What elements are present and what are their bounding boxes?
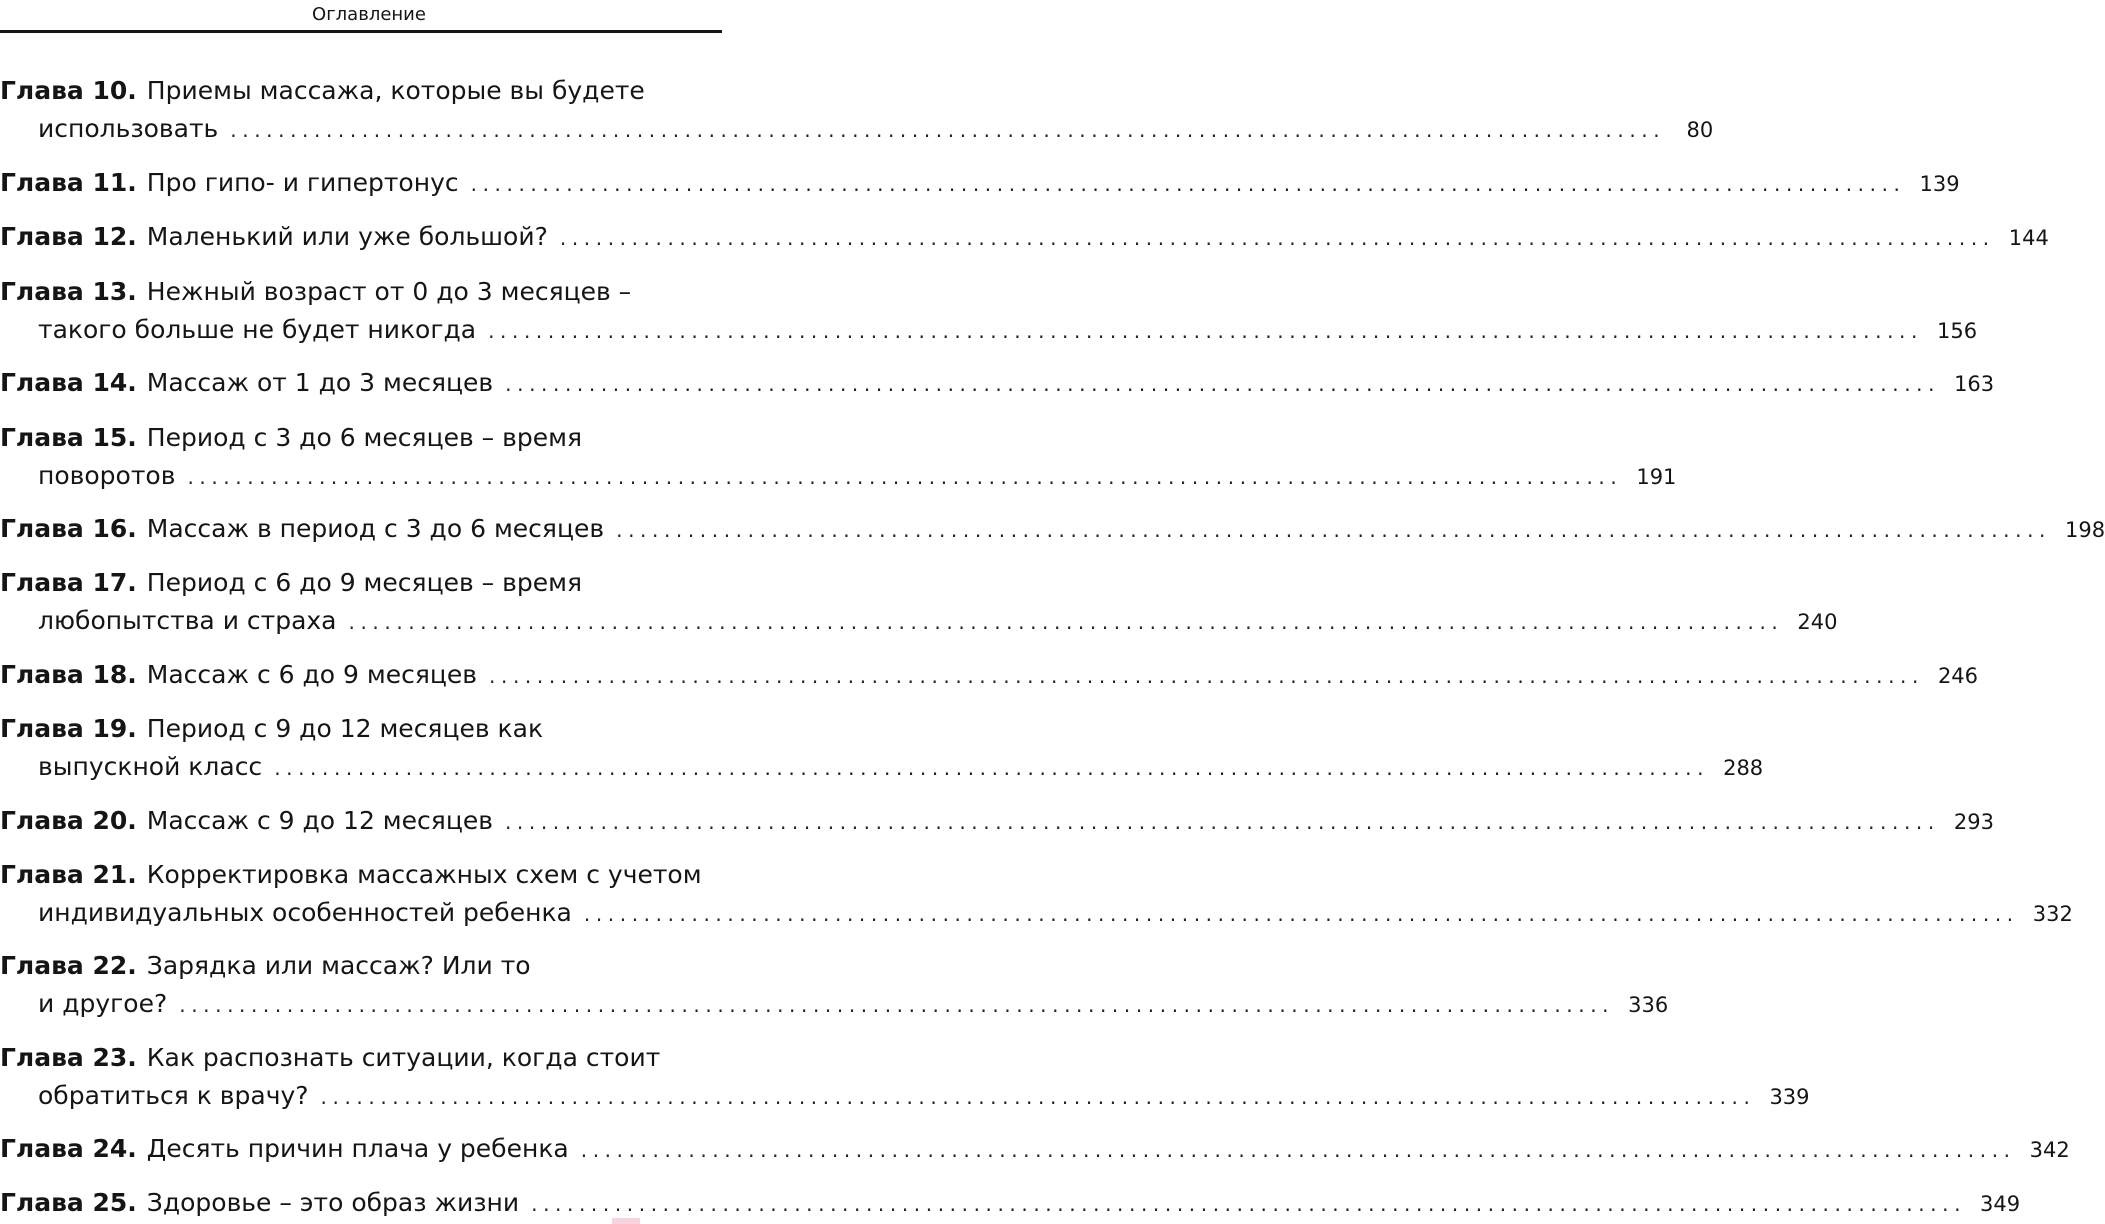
dot-leader: ........................................................................................................................	[179, 993, 1615, 1017]
dot-leader: ........................................................................................................................	[187, 465, 1623, 489]
chapter-number: Глава 17.	[0, 568, 137, 597]
chapter-title: Здоровье – это образ жизни	[146, 1188, 520, 1217]
page-number: 163	[1954, 372, 1995, 396]
toc-entry[interactable]	[0, 419, 1677, 495]
toc-entry[interactable]	[0, 1184, 2021, 1222]
chapter-title: Массаж с 9 до 12 месяцев	[146, 806, 493, 835]
page-number: 191	[1636, 465, 1677, 489]
chapter-title: Десять причин плача у ребенка	[146, 1134, 569, 1163]
toc-entry[interactable]	[0, 164, 1960, 202]
chapter-title: Как распознать ситуации, когда стоит	[146, 1043, 661, 1072]
toc-entry[interactable]	[0, 273, 1978, 349]
chapter-title: Массаж от 1 до 3 месяцев	[146, 368, 494, 397]
page-number: 332	[2032, 902, 2073, 926]
running-header: Оглавление	[312, 4, 426, 25]
dot-leader: ........................................................................................................................	[470, 172, 1906, 196]
page-number: 293	[1953, 810, 1994, 834]
chapter-title: Зарядка или массаж? Или то	[146, 951, 531, 980]
chapter-number: Глава 23.	[0, 1043, 137, 1072]
chapter-title-continued: индивидуальных особенностей ребенка	[38, 898, 572, 927]
chapter-number: Глава 21.	[0, 860, 137, 889]
chapter-title-continued: поворотов	[38, 461, 176, 490]
page-number: 139	[1919, 172, 1960, 196]
page-number: 240	[1797, 610, 1838, 634]
chapter-title: Приемы массажа, которые вы будете	[146, 76, 645, 105]
toc-entry[interactable]	[0, 856, 2073, 932]
chapter-number: Глава 14.	[0, 368, 137, 397]
chapter-title: Про гипо- и гипертонус	[146, 168, 459, 197]
dot-leader: ........................................................................................................................	[531, 1192, 1967, 1216]
dot-leader: ........................................................................................................................	[583, 902, 2019, 926]
dot-leader: ........................................................................................................................	[274, 756, 1710, 780]
chapter-title-continued: обратиться к врачу?	[38, 1081, 309, 1110]
toc-entry[interactable]	[0, 510, 2105, 548]
chapter-title: Период с 6 до 9 месяцев – время	[146, 568, 582, 597]
chapter-title: Период с 3 до 6 месяцев – время	[146, 423, 582, 452]
dot-leader: ........................................................................................................................	[504, 810, 1940, 834]
page-number: 349	[1980, 1192, 2021, 1216]
dot-leader: ........................................................................................................................	[616, 518, 2051, 542]
chapter-title-continued: выпускной класс	[38, 752, 263, 781]
page-number: 80	[1686, 118, 1714, 142]
toc-entry[interactable]	[0, 1039, 1810, 1115]
chapter-title: Нежный возраст от 0 до 3 месяцев –	[146, 277, 632, 306]
chapter-number: Глава 16.	[0, 514, 137, 543]
chapter-title: Маленький или уже большой?	[146, 222, 548, 251]
dot-leader: ........................................................................................................................	[488, 319, 1923, 343]
toc-entry[interactable]	[0, 656, 1979, 694]
chapter-number: Глава 11.	[0, 168, 137, 197]
dot-leader: ........................................................................................................................	[320, 1085, 1756, 1109]
chapter-number: Глава 22.	[0, 951, 137, 980]
dot-leader: ........................................................................................................................	[489, 664, 1924, 688]
chapter-number: Глава 13.	[0, 277, 137, 306]
toc-entry[interactable]	[0, 72, 1714, 148]
chapter-number: Глава 25.	[0, 1188, 137, 1217]
toc-entry[interactable]	[0, 364, 1995, 402]
chapter-number: Глава 12.	[0, 222, 137, 251]
dot-leader: ........................................................................................................................	[505, 372, 1941, 396]
chapter-number: Глава 15.	[0, 423, 137, 452]
chapter-number: Глава 19.	[0, 714, 137, 743]
toc-entry[interactable]	[0, 218, 2049, 256]
chapter-title: Массаж с 6 до 9 месяцев	[146, 660, 478, 689]
dot-leader: ........................................................................................................................	[580, 1138, 2016, 1162]
chapter-number: Глава 10.	[0, 76, 137, 105]
page-number: 288	[1723, 756, 1764, 780]
toc-entry[interactable]	[0, 1130, 2070, 1168]
header-rule	[0, 30, 722, 33]
dot-leader: ........................................................................................................................	[230, 118, 1666, 142]
page-number: 198	[2065, 518, 2105, 542]
page-number: 156	[1936, 319, 1978, 343]
chapter-title-continued: и другое?	[38, 989, 168, 1018]
chapter-number: Глава 24.	[0, 1134, 137, 1163]
page-number: 339	[1769, 1085, 1810, 1109]
chapter-title: Корректировка массажных схем с учетом	[146, 860, 702, 889]
dot-leader: ........................................................................................................................	[559, 226, 1995, 250]
chapter-title: Период с 9 до 12 месяцев как	[146, 714, 544, 743]
toc-entry[interactable]	[0, 710, 1764, 786]
page-number: 246	[1937, 664, 1979, 688]
page-edge-mark	[612, 1218, 640, 1224]
page-number: 342	[2029, 1138, 2070, 1162]
chapter-number: Глава 18.	[0, 660, 137, 689]
toc-entry[interactable]	[0, 947, 1669, 1023]
page-number: 144	[2008, 226, 2049, 250]
chapter-number: Глава 20.	[0, 806, 137, 835]
toc-entry[interactable]	[0, 564, 1838, 640]
chapter-title-continued: такого больше не будет никогда	[38, 315, 477, 344]
page-number: 336	[1628, 993, 1669, 1017]
toc-entry[interactable]	[0, 802, 1994, 840]
chapter-title-continued: любопытства и страха	[38, 606, 337, 635]
dot-leader: ........................................................................................................................	[348, 610, 1784, 634]
chapter-title-continued: использовать	[38, 114, 219, 143]
chapter-title: Массаж в период с 3 до 6 месяцев	[146, 514, 605, 543]
